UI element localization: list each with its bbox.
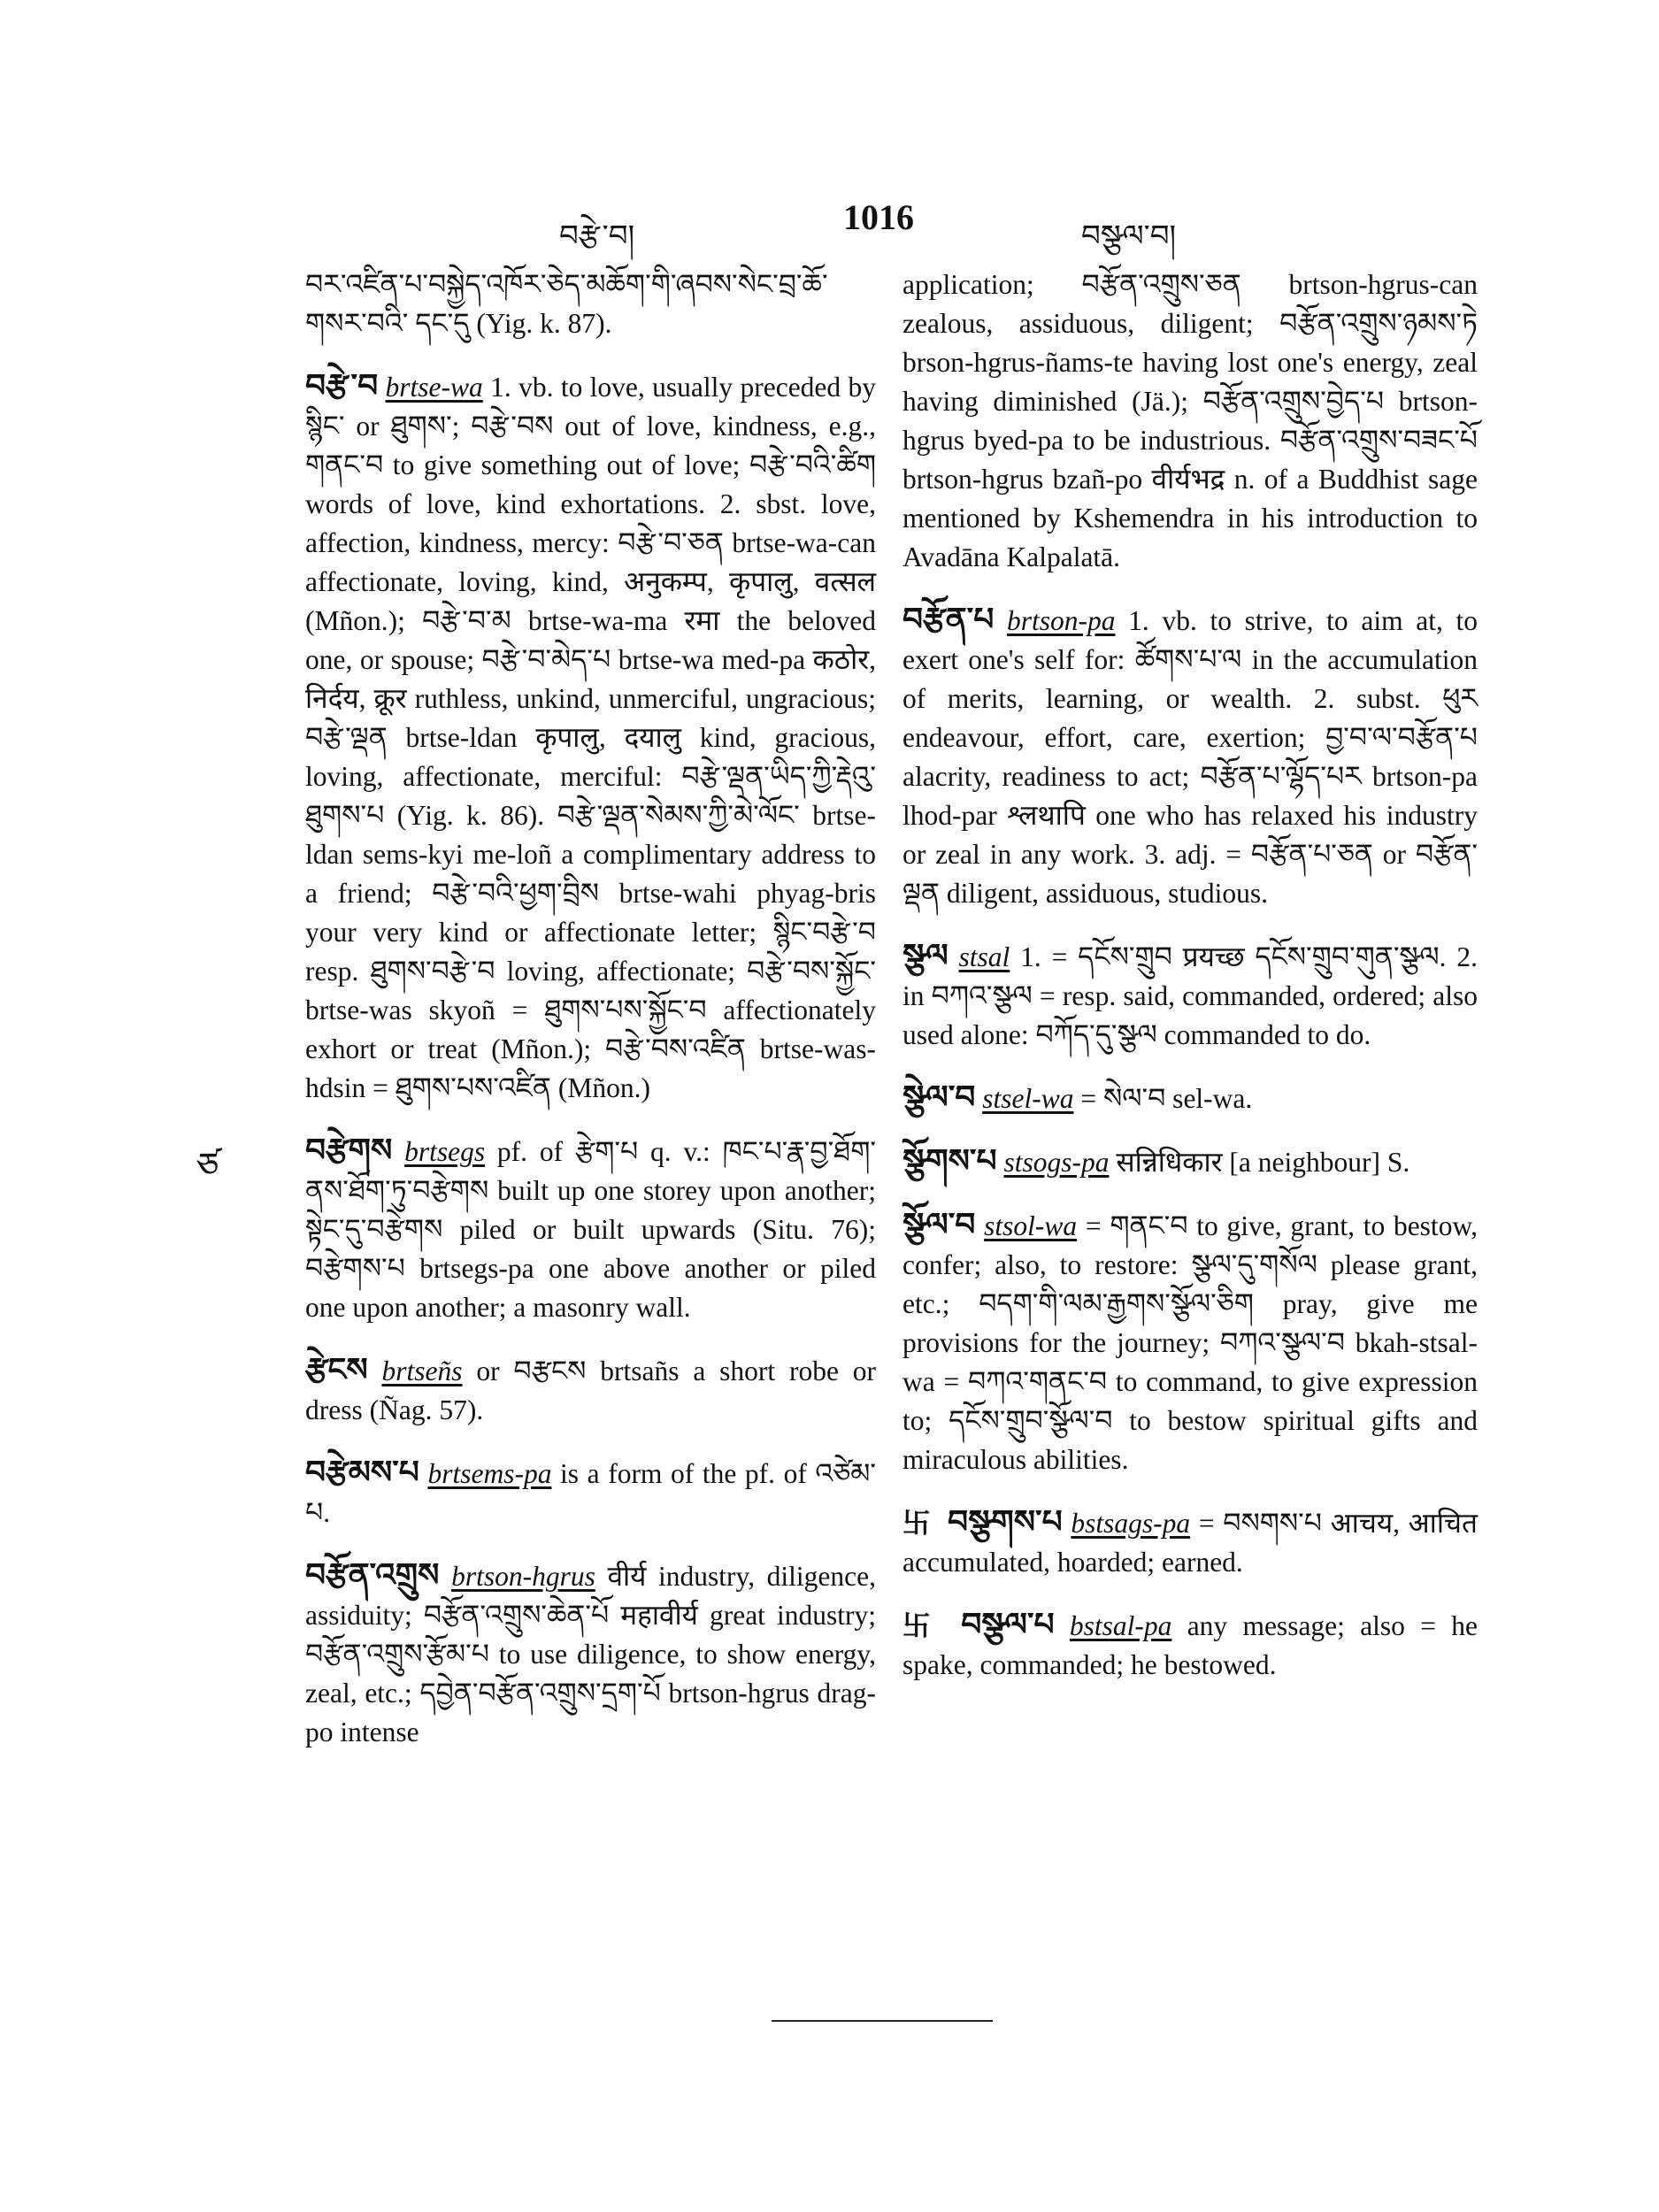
entry-transliteration: bstsags-pa	[1071, 1508, 1191, 1539]
entry-text: any message; also = he spake, commanded; he bestowed.	[902, 1610, 1478, 1680]
entry-brtson-hgrus	[305, 1555, 876, 1752]
entry-headword: བརྩོན་འགྲུས	[305, 1557, 440, 1593]
entry-stsel-wa	[902, 1078, 1478, 1118]
footer-rule	[772, 2020, 993, 2022]
entry-headword: བརྩེགས	[305, 1133, 393, 1168]
entry-headword: བརྩེམས་པ	[305, 1455, 419, 1490]
right-column	[902, 265, 1478, 1708]
cross-mark: 卐	[902, 1610, 939, 1641]
running-head-left: བརྩེ་བ།	[559, 219, 635, 254]
entry-text: वीर्य industry, diligence, assiduity; བརྩོན་འགྲུས་ཆེན་པོ महावीर्य great industry; བརྩོན་འགྲུས་རྩོམ་པ to use diligence, to show energy, zeal, etc.; དབྱེན་བརྩོན་འགྲུས་དྲག་པོ brtson-hgrus drag-po intense	[305, 1561, 877, 1747]
entry-transliteration: stsogs-pa	[1003, 1147, 1110, 1178]
running-head-right: བསྩལ་བ།	[1081, 219, 1177, 254]
entry-transliteration: stsal	[958, 941, 1010, 972]
entry-transliteration: brtsegs	[404, 1136, 486, 1167]
page-header	[0, 196, 1659, 254]
entry-stsal	[902, 936, 1478, 1055]
entry-headword: བརྩེ་བ	[305, 368, 379, 403]
entry-text: = སེལ་བ sel-wa.	[1080, 1083, 1253, 1114]
entry-headword: སྩེལ་བ	[902, 1079, 976, 1115]
entry-headword: བསྩལ་པ	[961, 1607, 1055, 1642]
entry-text: application; བརྩོན་འགྲུས་ཅན brtson-hgrus-can zealous, assiduous, diligent; བརྩོན་འགྲུས་ཉམས་ཏེ brson-hgrus-ñams-te having lost one's energy, zeal having diminished (Jä.); བརྩོན་འགྲུས་བྱེད་པ brtson-hgrus byed-pa to be industrious. བརྩོན་འགྲུས་བཟང་པོ brtson-hgrus bzañ-po वीर्यभद्र n. of a Buddhist sage mentioned by Kshemendra in his introduction to Avadāna Kalpalatā.	[902, 269, 1478, 572]
entry-stsol-wa	[902, 1205, 1478, 1479]
entry-text: सन्निधिकार [a neighbour] S.	[1116, 1147, 1410, 1178]
entry-headword: སྩོལ་བ	[902, 1207, 976, 1242]
entry-continuation	[305, 265, 876, 343]
entry-headword: བརྩོན་པ	[902, 602, 995, 637]
left-column	[305, 265, 876, 1775]
entry-brtsens	[305, 1350, 876, 1430]
entry-brtson-hgrus-cont	[902, 265, 1478, 577]
entry-text: or བརྩངས brtsañs a short robe or dress (Ñag. 57).	[305, 1356, 877, 1425]
entry-text: 1. vb. to strive, to aim at, to exert one's self for: ཚོགས་པ་ལ in the accumulation of merits, learning, or wealth. 2. subst. ཕུར endeavour, effort, care, exertion; བྱ་བ་ལ་བརྩོན་པ alacrity, readiness to act; བརྩོན་པ་ལྷོད་པར brtson-pa lhod-par श्लथापि one who has relaxed his industry or zeal in any work. 3. adj. = བརྩོན་པ་ཅན or བརྩོན་ལྡན diligent, assiduous, studious.	[902, 605, 1479, 909]
entry-text: 1. vb. to love, usually preceded by སྙིང་ or ཐུགས་; བརྩེ་བས out of love, kindness, e.g., གནང་བ to give something out of love; བརྩེ་བའི་ཚིག words of love, kind exhortations. 2. sbst. love, affection, kindness, mercy: བརྩེ་བ་ཅན brtse-wa-can affectionate, loving, kind, अनुकम्प, कृपालु, वत्सल (Mñon.); བརྩེ་བ་མ brtse-wa-ma रमा the beloved one, or spouse; བརྩེ་བ་མེད་པ brtse-wa med-pa कठोर, निर्दय, क्रूर ruthless, unkind, unmerciful, ungracious; བརྩེ་ལྡན brtse-ldan कृपालु, दयालु kind, gracious, loving, affectionate, merciful: བརྩེ་ལྡན་ཡིད་ཀྱི་རྡེའུ་ཐུགས་པ (Yig. k. 86). བརྩེ་ལྡན་སེམས་ཀྱི་མེ་ལོང་ brtse-ldan sems-kyi me-loñ a complimentary address to a friend; བརྩེ་བའི་ཕྱག་བྲིས brtse-wahi phyag-bris your very kind or affectionate letter; སྙིང་བརྩེ་བ resp. ཐུགས་བརྩེ་བ loving, affectionate; བརྩེ་བས་སྐྱོང་ brtse-was skyoñ = ཐུགས་པས་སྐྱོང་བ affectionately exhort or treat (Mñon.); བརྩེ་བས་འཛིན brtse-was-hdsin = ཐུགས་པས་འཛིན (Mñon.)	[305, 372, 877, 1103]
entry-headword: རྩེངས	[305, 1352, 368, 1387]
entry-brtsegs	[305, 1131, 876, 1327]
entry-transliteration: stsol-wa	[984, 1210, 1078, 1241]
entry-text: བར་འཛིན་པ་བསྐྱེད་འཁོར་ཅེད་མཆོག་གི་ཞབས་སེང་བྲ་ཆོ་གསར་བའི་ དང་དུ (Yig. k. 87).	[305, 269, 828, 339]
entry-text: = བསགས་པ आचय, आचित accumulated, hoarded; earned.	[902, 1508, 1478, 1578]
entry-transliteration: brtseñs	[381, 1356, 463, 1386]
entry-headword: སྩལ	[902, 938, 949, 973]
entry-stsogs-pa	[902, 1141, 1478, 1182]
page-number: 1016	[843, 197, 914, 237]
entry-transliteration: stsel-wa	[982, 1083, 1074, 1114]
entry-bstsal-pa	[902, 1605, 1478, 1685]
entry-headword: བསྩགས་པ	[948, 1504, 1063, 1540]
entry-bstsags-pa	[902, 1502, 1478, 1582]
entry-transliteration: brtsems-pa	[427, 1458, 552, 1489]
entry-text: is a form of the pf. of འཙེམ་པ.	[305, 1458, 877, 1528]
entry-brtsems-pa	[305, 1453, 876, 1532]
cross-mark: 卐	[902, 1508, 933, 1539]
entry-brtson-pa	[902, 600, 1478, 913]
entry-text: 1. = དངོས་གྲུབ प्रयच्छ དངོས་གྲུབ་གུན་སྩལ. 2. in བཀའ་སྩལ = resp. said, commanded, ordered; also used alone: བཀོད་དུ་སྩལ commanded to do.	[902, 941, 1478, 1050]
entry-transliteration: brtson-hgrus	[451, 1561, 595, 1592]
entry-headword: སྩོགས་པ	[902, 1143, 997, 1179]
entry-brtse-wa	[305, 366, 876, 1108]
entry-transliteration: bstsal-pa	[1069, 1610, 1172, 1641]
entry-text: = གནང་བ to give, grant, to bestow, confer; also, to restore: སྩལ་དུ་གསོལ please grant, etc.; བདག་གི་ལམ་རྒྱགས་སྩོལ་ཅིག pray, give me provisions for the journey; བཀའ་སྩལ་བ bkah-stsal-wa = བཀའ་གནང་བ to command, to give expression to; དངོས་གྲུབ་སྩོལ་བ to bestow spiritual gifts and miraculous abilities.	[902, 1210, 1479, 1475]
entry-text: pf. of རྩེག་པ q. v.: ཁང་པ་རྣ་བྱ་ཐོག་ནས་ཐོག་ཏུ་བརྩེགས built up one storey upon another; སྟེང་དུ་བརྩེགས piled or built upwards (Situ. 76); བརྩེགས་པ brtsegs-pa one above another or piled one upon another; a masonry wall.	[305, 1136, 876, 1323]
entry-transliteration: brtson-pa	[1006, 605, 1116, 636]
margin-mark: ཙ	[196, 1146, 219, 1187]
entry-transliteration: brtse-wa	[385, 372, 483, 403]
